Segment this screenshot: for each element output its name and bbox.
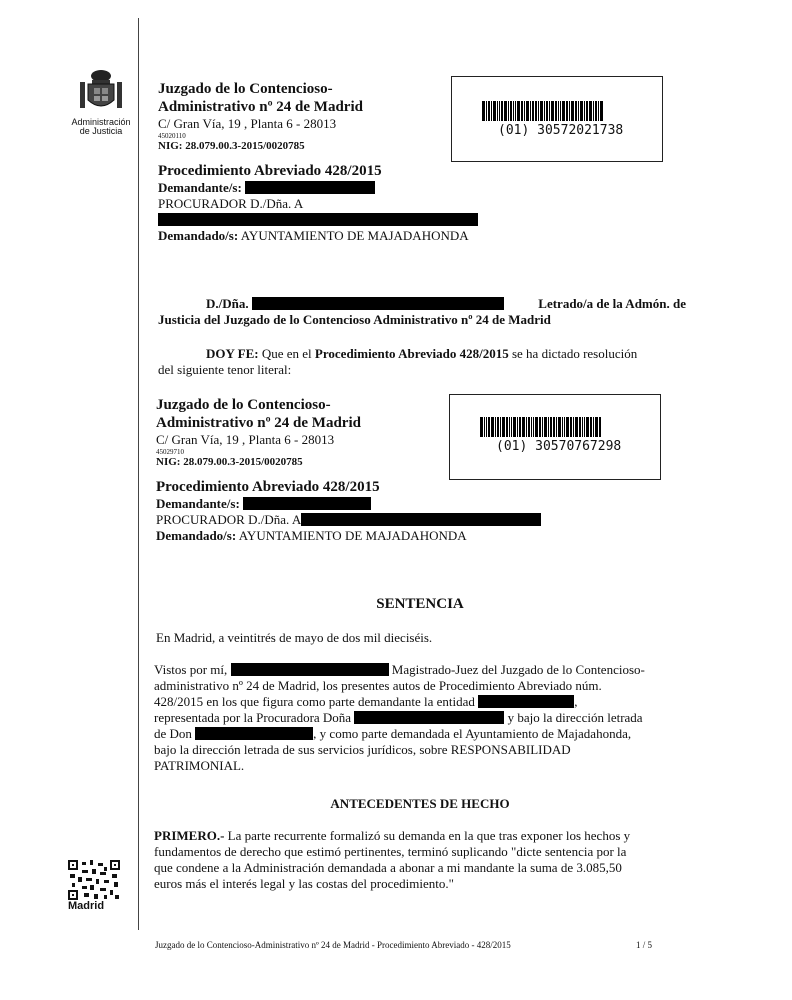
- redaction-block: [243, 497, 371, 510]
- page-number: 1 / 5: [636, 940, 653, 950]
- vistos-text: PATRIMONIAL.: [154, 758, 245, 773]
- primero-label: PRIMERO.-: [154, 828, 225, 843]
- court-address: C/ Gran Vía, 19 , Planta 6 - 28013: [158, 116, 337, 131]
- redaction-block: [231, 663, 389, 676]
- redaction-block: [195, 727, 313, 740]
- emblem-label-line2: de Justicia: [79, 126, 123, 136]
- primero-text: fundamentos de derecho que estimó pertinentes, terminó suplicando "dicte sentencia por la: [154, 844, 627, 859]
- redaction-block: [301, 513, 541, 526]
- barcode-box: [451, 76, 663, 162]
- barcode-number: (01) 30572021738: [498, 123, 624, 138]
- barcode-icon: [482, 101, 604, 121]
- footer-text: Juzgado de lo Contencioso-Administrativo nº 24 de Madrid - Procedimiento Abreviado - 428/2015: [155, 940, 511, 950]
- vistos-paragraph: Vistos por mí, Magistrado-Juez del Juzgado de lo Contencioso- administrativo nº 24 de Madrid, los presentes autos de Procedimiento Abreviado núm. 428/2015 en los que figura como parte demandante la entidad , representada por la Procuradora Doña y bajo la dirección letrada de Don , y como parte demandada el Ayuntamiento de Majadahonda, bajo la dirección letrada de sus servicios jurídicos, sobre RESPONSABILIDAD PATRIMONIAL.: [154, 662, 684, 774]
- redaction-block: [158, 213, 478, 226]
- redaction-block: [478, 695, 574, 708]
- court-name-line2: Administrativo nº 24 de Madrid: [156, 415, 361, 431]
- primero-text: La parte recurrente formalizó su demanda en la que tras exponer los hechos y: [227, 828, 631, 843]
- vistos-text: de Don: [154, 726, 192, 741]
- vistos-text: 428/2015 en los que figura como parte demandante la entidad: [154, 694, 475, 709]
- doy-fe-line2: del siguiente tenor literal:: [158, 362, 292, 377]
- court-code: 45020110: [158, 132, 186, 140]
- barcode-box-2: [449, 394, 661, 480]
- region-label: Madrid: [68, 900, 105, 912]
- defendant-value: AYUNTAMIENTO DE MAJADAHONDA: [238, 528, 467, 543]
- doy-fe-label: DOY FE:: [206, 346, 259, 361]
- doy-fe-text2: se ha dictado resolución: [511, 346, 638, 361]
- court-address: C/ Gran Vía, 19 , Planta 6 - 28013: [156, 432, 335, 447]
- vistos-text: representada por la Procuradora Doña: [154, 710, 352, 725]
- procurador-label: PROCURADOR D./Dña.: [156, 512, 290, 527]
- court-name-line1: Juzgado de lo Contencioso-: [156, 397, 331, 413]
- cert-prefix: D./Dña.: [206, 296, 249, 311]
- doy-fe: [158, 346, 686, 378]
- defendant-label: Demandado/s:: [158, 228, 239, 243]
- court-name-line1: Juzgado de lo Contencioso-: [158, 81, 333, 97]
- case-info: [158, 162, 578, 244]
- cert-line1-suffix: Letrado/a de la Admón. de: [538, 296, 686, 311]
- barcode-icon: [480, 417, 602, 437]
- primero-text: euros más el interés legal y las costas del procedimiento.": [154, 876, 454, 891]
- emblem-label: [62, 118, 140, 136]
- vistos-text: , y como parte demandada el Ayuntamiento de Majadahonda,: [313, 726, 632, 741]
- coat-of-arms-icon: [70, 68, 132, 116]
- defendant-value: AYUNTAMIENTO DE MAJADAHONDA: [240, 228, 469, 243]
- nig: NIG: 28.079.00.3-2015/0020785: [158, 140, 305, 152]
- nig: NIG: 28.079.00.3-2015/0020785: [156, 456, 303, 468]
- court-code: 45029710: [156, 448, 184, 456]
- vistos-text: Vistos por mí,: [154, 662, 228, 677]
- plaintiff-label: Demandante/s:: [156, 496, 240, 511]
- vistos-text: y bajo la dirección letrada: [507, 710, 643, 725]
- cert-line2: Justicia del Juzgado de lo Contencioso Administrativo nº 24 de Madrid: [158, 312, 551, 327]
- vistos-text: Magistrado-Juez del Juzgado de lo Contencioso-: [391, 662, 645, 677]
- redaction-block: [252, 297, 504, 310]
- redaction-block: [245, 181, 375, 194]
- plaintiff-label: Demandante/s:: [158, 180, 242, 195]
- sentencia-title: SENTENCIA: [376, 596, 464, 612]
- court-header-2: [156, 396, 446, 468]
- vistos-text: administrativo nº 24 de Madrid, los presentes autos de Procedimiento Abreviado núm.: [154, 678, 602, 693]
- doy-fe-text1: Que en el: [261, 346, 312, 361]
- date-line: En Madrid, a veintitrés de mayo de dos mil dieciséis.: [156, 630, 433, 645]
- case-info-2: [156, 478, 576, 544]
- defendant-label: Demandado/s:: [156, 528, 237, 543]
- court-header: [158, 80, 448, 152]
- barcode-number: (01) 30570767298: [496, 439, 622, 454]
- qr-code-icon: [68, 860, 120, 900]
- procurador-initial: A: [293, 196, 304, 211]
- court-name-line2: Administrativo nº 24 de Madrid: [158, 99, 363, 115]
- doy-fe-procedure: Procedimiento Abreviado 428/2015: [314, 346, 509, 361]
- procedure-title: Procedimiento Abreviado 428/2015: [156, 479, 380, 495]
- emblem-label-line1: Administración: [71, 117, 131, 127]
- primero-paragraph: [154, 828, 684, 892]
- procedure-title: Procedimiento Abreviado 428/2015: [158, 163, 382, 179]
- certification: [158, 296, 686, 328]
- primero-text: que condene a la Administración demandada a abonar a mi mandante la suma de 3.085,50: [154, 860, 622, 875]
- vistos-text: bajo la dirección letrada de sus servicios jurídicos, sobre RESPONSABILIDAD: [154, 742, 571, 757]
- antecedentes-title: ANTECEDENTES DE HECHO: [330, 796, 510, 811]
- procurador-label: PROCURADOR D./Dña.: [158, 196, 292, 211]
- procurador-initial: A: [291, 512, 302, 527]
- margin-line: [138, 18, 139, 930]
- redaction-block: [354, 711, 504, 724]
